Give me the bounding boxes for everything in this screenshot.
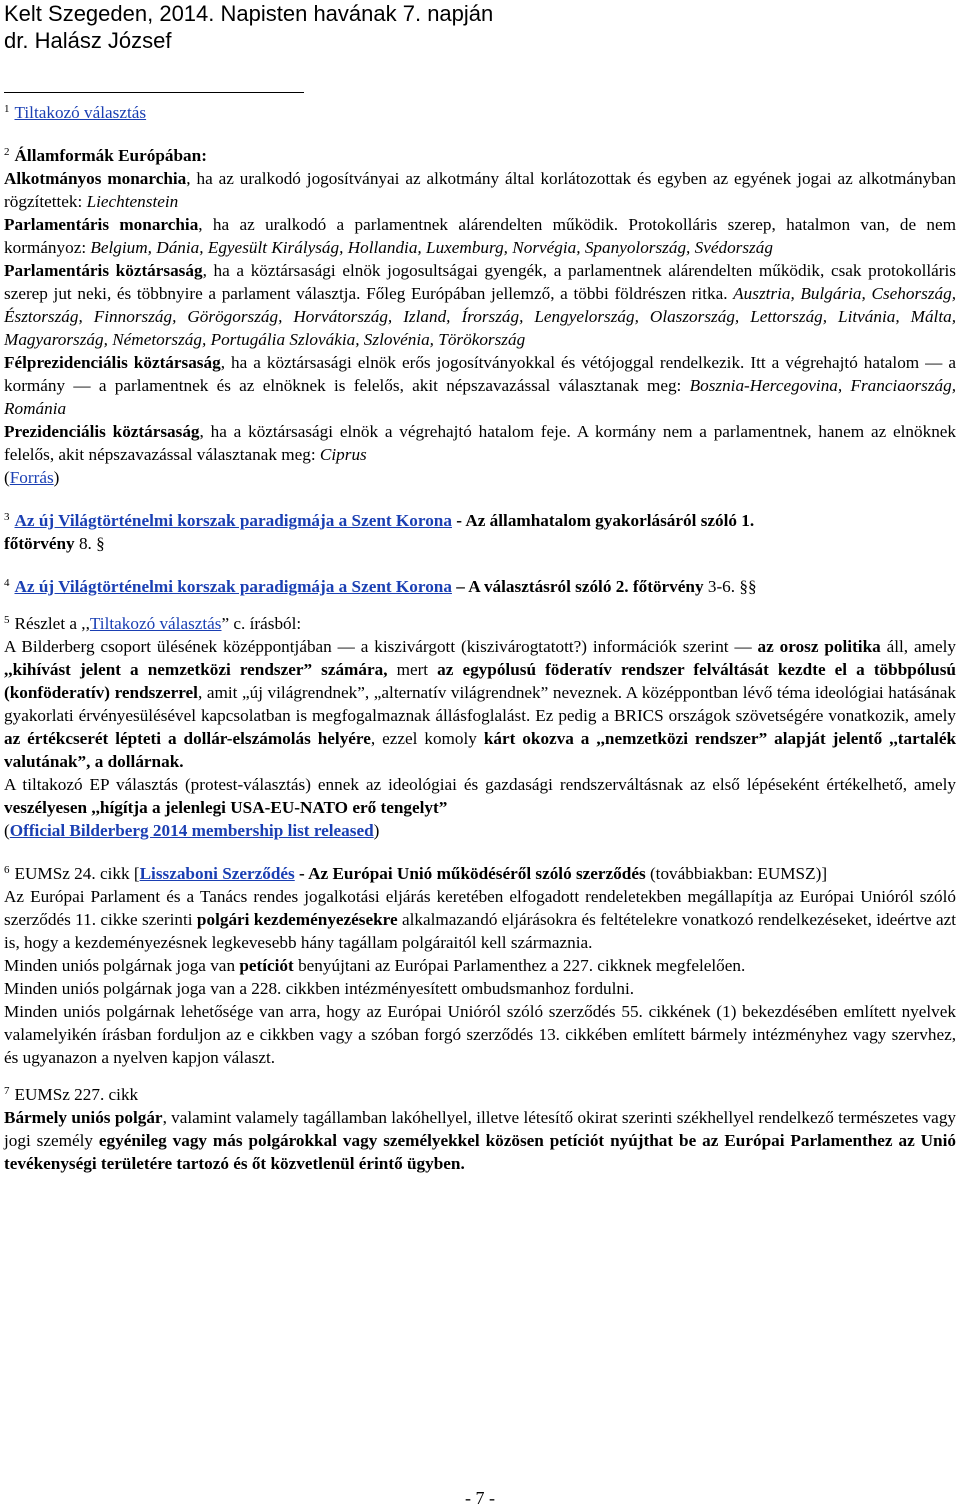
- footnote-number: 5: [4, 614, 10, 626]
- footnote-link[interactable]: Tiltakozó választás: [14, 103, 147, 122]
- footnote-6-title: $^6$ EUMSz 24. cikk [Lisszaboni Szerződés - Az Európai Unió működéséről szóló szerződés (továbbiakban: EUMSZ)]: [4, 864, 828, 883]
- paragraph-protest-vote: A tiltakozó EP választás (protest-választás) ennek az ideológiai és gazdasági rendszerváltásnak az első lépéseként értékelhető, amely veszélyesen ,,hígítja a jelenlegi USA-EU-NATO erő tengelyt”: [4, 775, 956, 817]
- footnote-2: [4, 144, 956, 489]
- paragraph-presidential-republic: Prezidenciális köztársaság, ha a köztársasági elnök a végrehajtó hatalom feje. A kormány nem a parlamentnek, hanem az elnöknek felelős, akit népszavazással választanak meg: Ciprus: [4, 422, 957, 464]
- footnote-heading: Államformák Európában:: [14, 146, 207, 165]
- footnote-3: $^3$ Az új Világtörténelmi korszak paradigmája a Szent Korona - Az államhatalom gyakorlásáról szóló 1. főtörvény 8. §: [4, 511, 755, 553]
- footnote-separator: [4, 92, 304, 93]
- paragraph-parliamentary-republic: Parlamentáris köztársaság, ha a köztársasági elnök jogosultságai gyengék, a parlamentnek alárendelten működik, csak protokolláris szerep jut neki, és többnyire a parlament választja. Főleg Európában jellemző, a többi földrészen ritka. Ausztria, Bulgária, Csehország, Észtország, Finnország, Görögország, Horvátország, Izland, Írország, Lengyelország, Olaszország, Lettország, Litvánia, Málta, Magyarország, Németország, Portugália Szlovákia, Szlovénia, Törökország: [4, 261, 957, 349]
- footnote-number: 6: [4, 864, 10, 876]
- paragraph-parliamentary-monarchy: Parlamentáris monarchia, ha az uralkodó a parlamentnek alárendelten működik. Protokolláris szerep, hatalmon van, de nem kormányoz: Belgium, Dánia, Egyesült Királyság, Hollandia, Luxemburg, Norvégia, Spanyolország, Svédország: [4, 215, 956, 257]
- footnotes-section: [4, 92, 956, 1175]
- footnote-number: 4: [4, 577, 10, 589]
- bilderberg-source-line: (Official Bilderberg 2014 membership list released): [4, 821, 380, 840]
- header-author-line: dr. Halász József: [4, 28, 172, 53]
- section-sign: §§: [739, 577, 757, 596]
- document-header: [4, 0, 493, 54]
- section-sign: §: [96, 534, 105, 553]
- tiltakozo-valasztas-link[interactable]: Tiltakozó választás: [89, 614, 222, 633]
- footnote-number: 3: [4, 511, 10, 523]
- paragraph-languages: Minden uniós polgárnak lehetősége van arra, hogy az Európai Unióról szóló szerződés 55. cikkének (1) bekezdésében említett nyelvek valamelyikén írásban forduljon az e cikkben vagy a szóban forgó szerződés 13. cikkében említett bármely intézményhez vagy szervhez, és ugyanazon a nyelven kapjon választ.: [4, 1002, 956, 1067]
- footnote-number: 7: [4, 1085, 10, 1097]
- footnote-7-title: EUMSz 227. cikk: [14, 1085, 139, 1104]
- footnote-5: $^5$ Részlet a ,,Tiltakozó választás” c. írásból: A Bilderberg csoport ülésének középpontjában — a kiszivárgott (kiszivárogtatott?) információk szerint — az orosz politika áll, amely ,,kihívást jelent a nemzetközi rendszer” számára, mert az egypólusú föderatív rendszer felváltását kezdte el a többpólusú (konföderatív) rendszerrel, amit „új világrendnek”, „alternatív világrendnek” neveznek. A középpontban lévő téma ideológiai hatásának gyakorlati érvényesülésével kapcsolatban is megfogalmaznak állásfoglalást. Ez pedig a BRICS országok szövetségére vonatkozik, amely az értékcserét lépteti a dollár-elszámolás helyére, ezzel komoly kárt okozva a ,,nemzetközi rendszer” alapját jelentő ,,tartalék valutának”, a dollárnak. A tiltakozó EP választás (protest-választás) ennek az ideológiai és gazdasági rendszerváltásnak az első lépéseként értékelhető, amely veszélyesen ,,hígítja a jelenlegi USA-EU-NATO erő tengelyt” (Official Bilderberg 2014 membership list released): [4, 614, 957, 840]
- szent-korona-link[interactable]: Az új Világtörténelmi korszak paradigmája a Szent Korona: [14, 577, 452, 596]
- footnote-6: [4, 862, 956, 1069]
- footnote-4: $^4$ Az új Világtörténelmi korszak paradigmája a Szent Korona – A választásról szóló 2. főtörvény 3-6. §§: [4, 577, 757, 596]
- source-link[interactable]: Forrás: [9, 468, 54, 487]
- bilderberg-list-link[interactable]: Official Bilderberg 2014 membership list released: [9, 821, 374, 840]
- page-number: - 7 -: [465, 1488, 495, 1508]
- footnote-1: [4, 101, 956, 124]
- paragraph-semi-presidential-republic: Félprezidenciális köztársaság, ha a köztársasági elnök erős jogosítványokkal és vétójoggal rendelkezik. Itt a végrehajtó hatalom — a kormány — a parlamentnek és az elnöknek is felelős, akit népszavazással választanak meg: Bosznia-Hercegovina, Franciaország, Románia: [4, 353, 956, 418]
- paragraph-petition: Bármely uniós polgár, valamint valamely tagállamban lakóhellyel, illetve létesítő okirat szerinti székhellyel rendelkező természetes vagy jogi személy egyénileg vagy más polgárokkal vagy személyekkel közösen petíciót nyújthat be az Európai Parlamenthez az Unió tevékenységi területére tartozó és őt közvetlenül érintő ügyben.: [4, 1108, 957, 1173]
- paragraph-petition-right: Minden uniós polgárnak joga van petíciót benyújtani az Európai Parlamenthez a 227. cikknek megfelelően.: [4, 956, 746, 975]
- paragraph-citizens-initiative: Az Európai Parlament és a Tanács rendes jogalkotási eljárás keretében elfogadott rendeletekben megállapítja az Európai Unióról szóló szerződés 11. cikke szerinti polgári kezdeményezésekre alkalmazandó eljárásokra és feltételekre vonatkozó rendelkezéseket, ideértve azt is, hogy a kezdeményezésnek legkevesebb hány tagállam polgáraitól kell származnia.: [4, 887, 956, 952]
- lisszaboni-szerzodes-link[interactable]: Lisszaboni Szerződés: [139, 864, 295, 883]
- header-date-line: Kelt Szegeden, 2014. Napisten havának 7. napján: [4, 1, 494, 26]
- footnote-7: [4, 1083, 956, 1175]
- paragraph-bilderberg: A Bilderberg csoport ülésének középpontjában — a kiszivárgott (kiszivárogtatott?) információk szerint — az orosz politika áll, amely ,,kihívást jelent a nemzetközi rendszer” számára, mert az egypólusú föderatív rendszer felváltását kezdte el a többpólusú (konföderatív) rendszerrel, amit „új világrendnek”, „alternatív világrendnek” neveznek. A középpontban lévő téma ideológiai hatásának gyakorlati érvényesülésével kapcsolatban is megfogalmaznak állásfoglalást. Ez pedig a BRICS országok szövetségére vonatkozik, amely az értékcserét lépteti a dollár-elszámolás helyére, ezzel komoly kárt okozva a ,,nemzetközi rendszer” alapját jelentő ,,tartalék valutának”, a dollárnak.: [4, 637, 957, 771]
- footnote-number: 2: [4, 146, 10, 158]
- paragraph-ombudsman: Minden uniós polgárnak joga van a 228. cikkben intézményesített ombudsmanhoz fordulni.: [4, 979, 635, 998]
- paragraph-constitutional-monarchy: Alkotmányos monarchia, ha az uralkodó jogosítványai az alkotmány által korlátozottak és egyben az egyének jogai az alkotmányban rögzítettek: Liechtenstein: [4, 169, 956, 211]
- footnote-number: 1: [4, 103, 10, 115]
- szent-korona-link[interactable]: Az új Világtörténelmi korszak paradigmája a Szent Korona: [14, 511, 452, 530]
- source-line: (Forrás): [4, 468, 60, 487]
